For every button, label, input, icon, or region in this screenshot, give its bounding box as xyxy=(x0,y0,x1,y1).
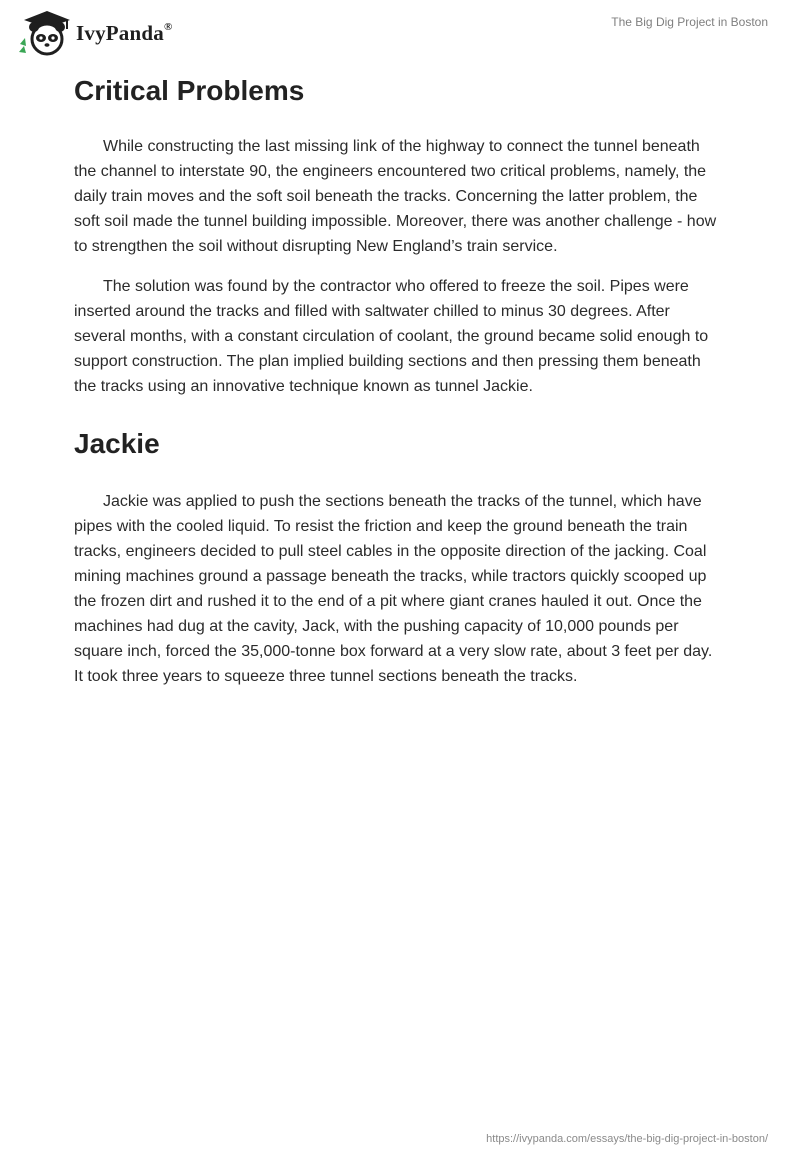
panda-graduate-icon xyxy=(14,8,76,58)
section-critical-problems xyxy=(74,72,724,399)
registered-mark: ® xyxy=(163,20,173,33)
section-heading: Critical Problems xyxy=(74,75,305,106)
essay-body xyxy=(74,72,724,689)
paragraph: While constructing the last missing link of the highway to connect the tunnel beneath the channel to interstate 90, the engineers encountered two critical problems, namely, the daily train moves and the soft soil beneath the tracks. Concerning the latter problem, the soft soil made the tunnel building impossible. Moreover, there was another challenge - how to strengthen the soil without disrupting New England’s train service. xyxy=(74,138,717,255)
running-header-title: The Big Dig Project in Boston xyxy=(611,15,768,29)
paragraph: The solution was found by the contractor who offered to freeze the soil. Pipes were inserted around the tracks and filled with saltwater chilled to minus 30 degrees. After several months, with a constant circulation of coolant, the ground became solid enough to support construction. The plan implied building sections and then pressing them beneath the tracks using an innovative technique known as tunnel Jackie. xyxy=(74,278,709,395)
source-url-link[interactable]: https://ivypanda.com/essays/the-big-dig-project-in-boston/ xyxy=(486,1133,768,1145)
section-jackie xyxy=(74,425,724,689)
brand-name xyxy=(76,21,172,46)
brand-logo[interactable] xyxy=(14,8,172,58)
paragraph: Jackie was applied to push the sections beneath the tracks of the tunnel, which have pipes with the cooled liquid. To resist the friction and keep the ground beneath the train tracks, engineers decided to pull steel cables in the opposite direction of the jacking. Coal mining machines ground a passage beneath the tracks, while tractors quickly scooped up the frozen dirt and rushed it to the end of a pit where giant cranes hauled it out. Once the machines had dug at the cavity, Jack, with the pushing capacity of 10,000 pounds per square inch, forced the 35,000-tonne box forward at a very slow rate, about 3 feet per day. It took three years to squeeze three tunnel sections beneath the tracks. xyxy=(74,493,713,685)
brand-name-text: IvyPanda xyxy=(76,20,164,45)
section-heading: Jackie xyxy=(74,428,160,459)
